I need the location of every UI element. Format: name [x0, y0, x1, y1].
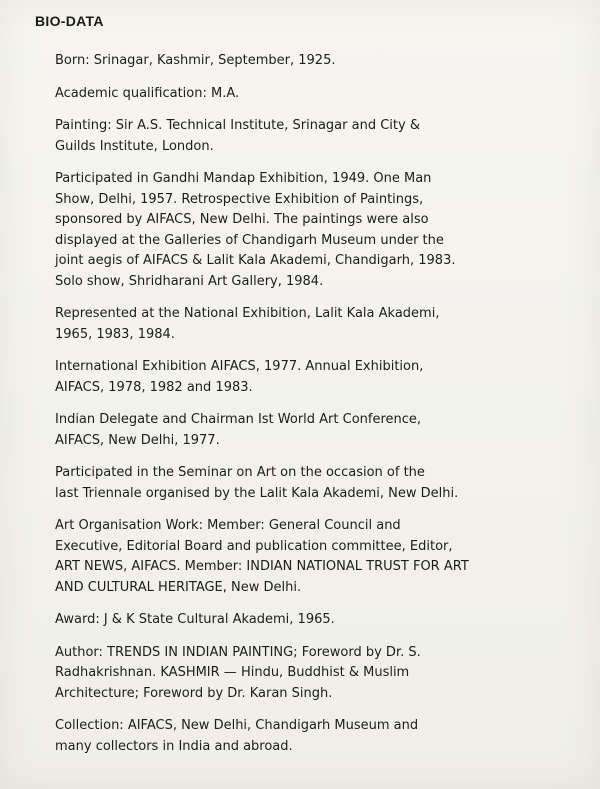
paragraph-national-exhibition: Represented at the National Exhibition, Lalit Kala Akademi, 1965, 1983, 1984. [55, 306, 440, 342]
paragraph-painting-education: Painting: Sir A.S. Technical Institute, Srinagar and City & Guilds Institute, London. [55, 118, 420, 154]
paragraph-author: Author: TRENDS IN INDIAN PAINTING; Foreword by Dr. S. Radhakrishnan. KASHMIR — Hindu, Buddhist & Muslim Architecture; Foreword by Dr. Karan Singh. [55, 644, 421, 701]
paragraph-seminar: Participated in the Seminar on Art on the occasion of the last Triennale organised by the Lalit Kala Akademi, New Delhi. [55, 465, 459, 501]
paragraph-award: Award: J & K State Cultural Akademi, 1965. [55, 612, 335, 627]
paragraph-qualification: Academic qualification: M.A. [55, 85, 240, 101]
paragraph-collection: Collection: AIFACS, New Delhi, Chandigarh Museum and many collectors in India and abroad. [55, 718, 419, 754]
paragraph-international-exhibition: International Exhibition AIFACS, 1977. Annual Exhibition, AIFACS, 1978, 1982 and 1983. [55, 359, 424, 395]
bio-content [55, 51, 525, 769]
paragraph-delegate: Indian Delegate and Chairman Ist World Art Conference, AIFACS, New Delhi, 1977. [55, 412, 422, 448]
paragraph-exhibitions: Participated in Gandhi Mandap Exhibition, 1949. One Man Show, Delhi, 1957. Retrospective Exhibition of Paintings, sponsored by AIFACS, New Delhi. The paintings were also displayed at the Galleries of Chandigarh Museum under the joint aegis of AIFACS & Lalit Kala Akademi, Chandigarh, 1983. Solo show, Shridharani Art Gallery, 1984. [55, 171, 456, 289]
page-heading: BIO-DATA [35, 13, 104, 29]
paragraph-born: Born: Srinagar, Kashmir, September, 1925. [55, 53, 336, 68]
paragraph-organisation-work: Art Organisation Work: Member: General Council and Executive, Editorial Board and publication committee, Editor, ART NEWS, AIFACS. Member: INDIAN NATIONAL TRUST FOR ART AND CULTURAL HERITAGE, New Delhi. [55, 518, 469, 595]
